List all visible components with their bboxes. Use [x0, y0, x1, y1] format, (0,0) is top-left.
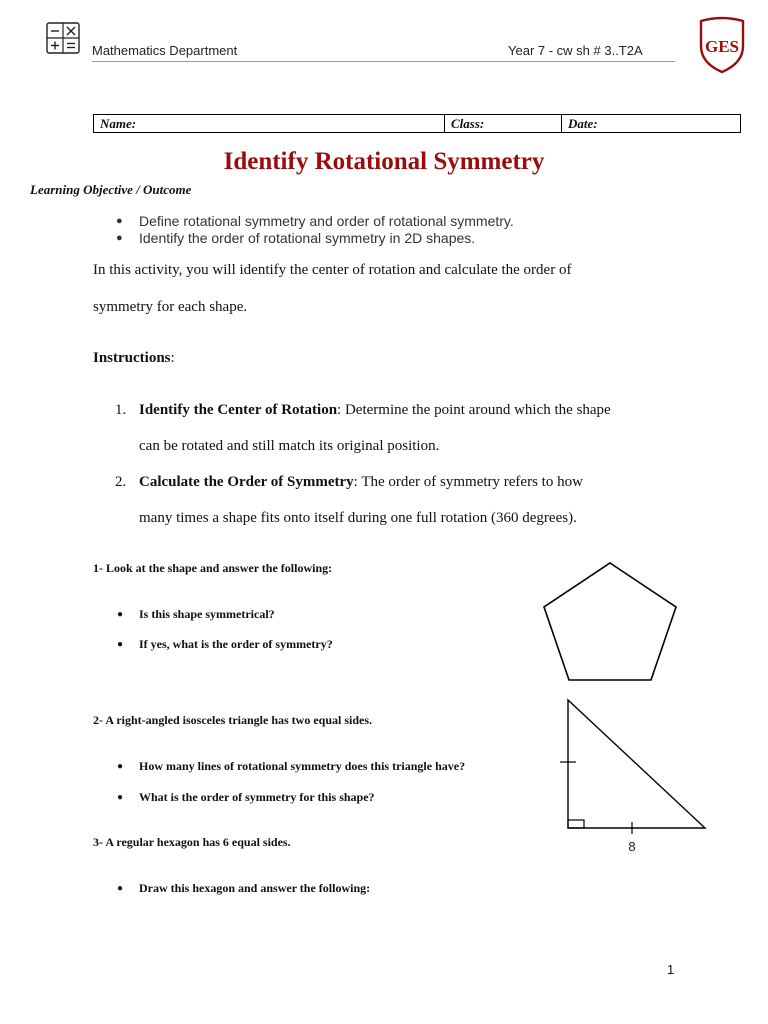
school-logo: [697, 16, 747, 74]
list-item: [116, 213, 514, 230]
question-bullet-text: Draw this hexagon and answer the following:: [139, 881, 371, 895]
sheet-code: Year 7 - cw sh # 3..T2A: [508, 43, 643, 58]
objectives-list: [116, 213, 514, 247]
question-bullet-text: Is this shape symmetrical?: [139, 607, 275, 621]
list-item: [117, 637, 333, 652]
list-item: [116, 230, 514, 247]
calculator-icon: [46, 22, 80, 54]
triangle-side-label: 8: [628, 839, 636, 854]
pentagon-shape: [540, 560, 680, 682]
date-field[interactable]: [562, 115, 740, 132]
step-continuation: can be rotated and still match its original position.: [139, 438, 440, 454]
step-continuation: many times a shape fits onto itself during one full rotation (360 degrees).: [139, 510, 577, 526]
class-label: Class:: [451, 116, 485, 131]
question-bullet-text: How many lines of rotational symmetry does this triangle have?: [139, 759, 466, 773]
student-info-row: [93, 114, 741, 133]
list-item: [117, 790, 375, 805]
instruction-step: [115, 474, 583, 491]
worksheet-title: Identify Rotational Symmetry: [223, 148, 545, 175]
bullet-icon: ●: [117, 761, 124, 772]
bullet-icon: ●: [117, 792, 124, 803]
step-number: 1.: [115, 402, 127, 418]
instructions-heading: Instructions:: [93, 350, 175, 366]
logo-text: GES: [704, 37, 740, 56]
bullet-icon: ●: [116, 215, 123, 227]
objective-text: Define rotational symmetry and order of rotational symmetry.: [139, 213, 514, 229]
name-field[interactable]: [94, 115, 445, 132]
step-text: : Determine the point around which the shape: [337, 402, 611, 418]
learning-objective-label: Learning Objective / Outcome: [30, 182, 192, 197]
instruction-step: [115, 402, 611, 419]
header-divider: [92, 61, 675, 62]
step-number: 2.: [115, 474, 127, 490]
objective-text: Identify the order of rotational symmetry in 2D shapes.: [139, 230, 476, 246]
bullet-icon: ●: [117, 609, 124, 620]
class-field[interactable]: [445, 115, 562, 132]
step-title: Calculate the Order of Symmetry: [139, 474, 354, 490]
name-label: Name:: [100, 116, 137, 131]
question-2: 2- A right-angled isosceles triangle has two equal sides.: [93, 713, 373, 727]
question-bullet-text: If yes, what is the order of symmetry?: [139, 637, 333, 651]
page-number: 1: [667, 962, 675, 977]
question-3: 3- A regular hexagon has 6 equal sides.: [93, 835, 291, 849]
question-1: 1- Look at the shape and answer the following:: [93, 561, 333, 575]
step-title: Identify the Center of Rotation: [139, 402, 338, 418]
date-label: Date:: [568, 116, 598, 131]
bullet-icon: ●: [117, 639, 124, 650]
bullet-icon: ●: [117, 883, 124, 894]
question-bullet-text: What is the order of symmetry for this shape?: [139, 790, 375, 804]
department-name: Mathematics Department: [92, 43, 238, 58]
intro-text: In this activity, you will identify the center of rotation and calculate the order of: [93, 262, 572, 278]
instructions-label: Instructions: [93, 350, 171, 366]
bullet-icon: ●: [116, 232, 123, 244]
step-text: : The order of symmetry refers to how: [353, 474, 583, 490]
list-item: [117, 607, 275, 622]
list-item: [117, 881, 370, 896]
list-item: [117, 759, 465, 774]
right-triangle-shape: [558, 695, 710, 857]
intro-text-continued: symmetry for each shape.: [93, 299, 248, 315]
